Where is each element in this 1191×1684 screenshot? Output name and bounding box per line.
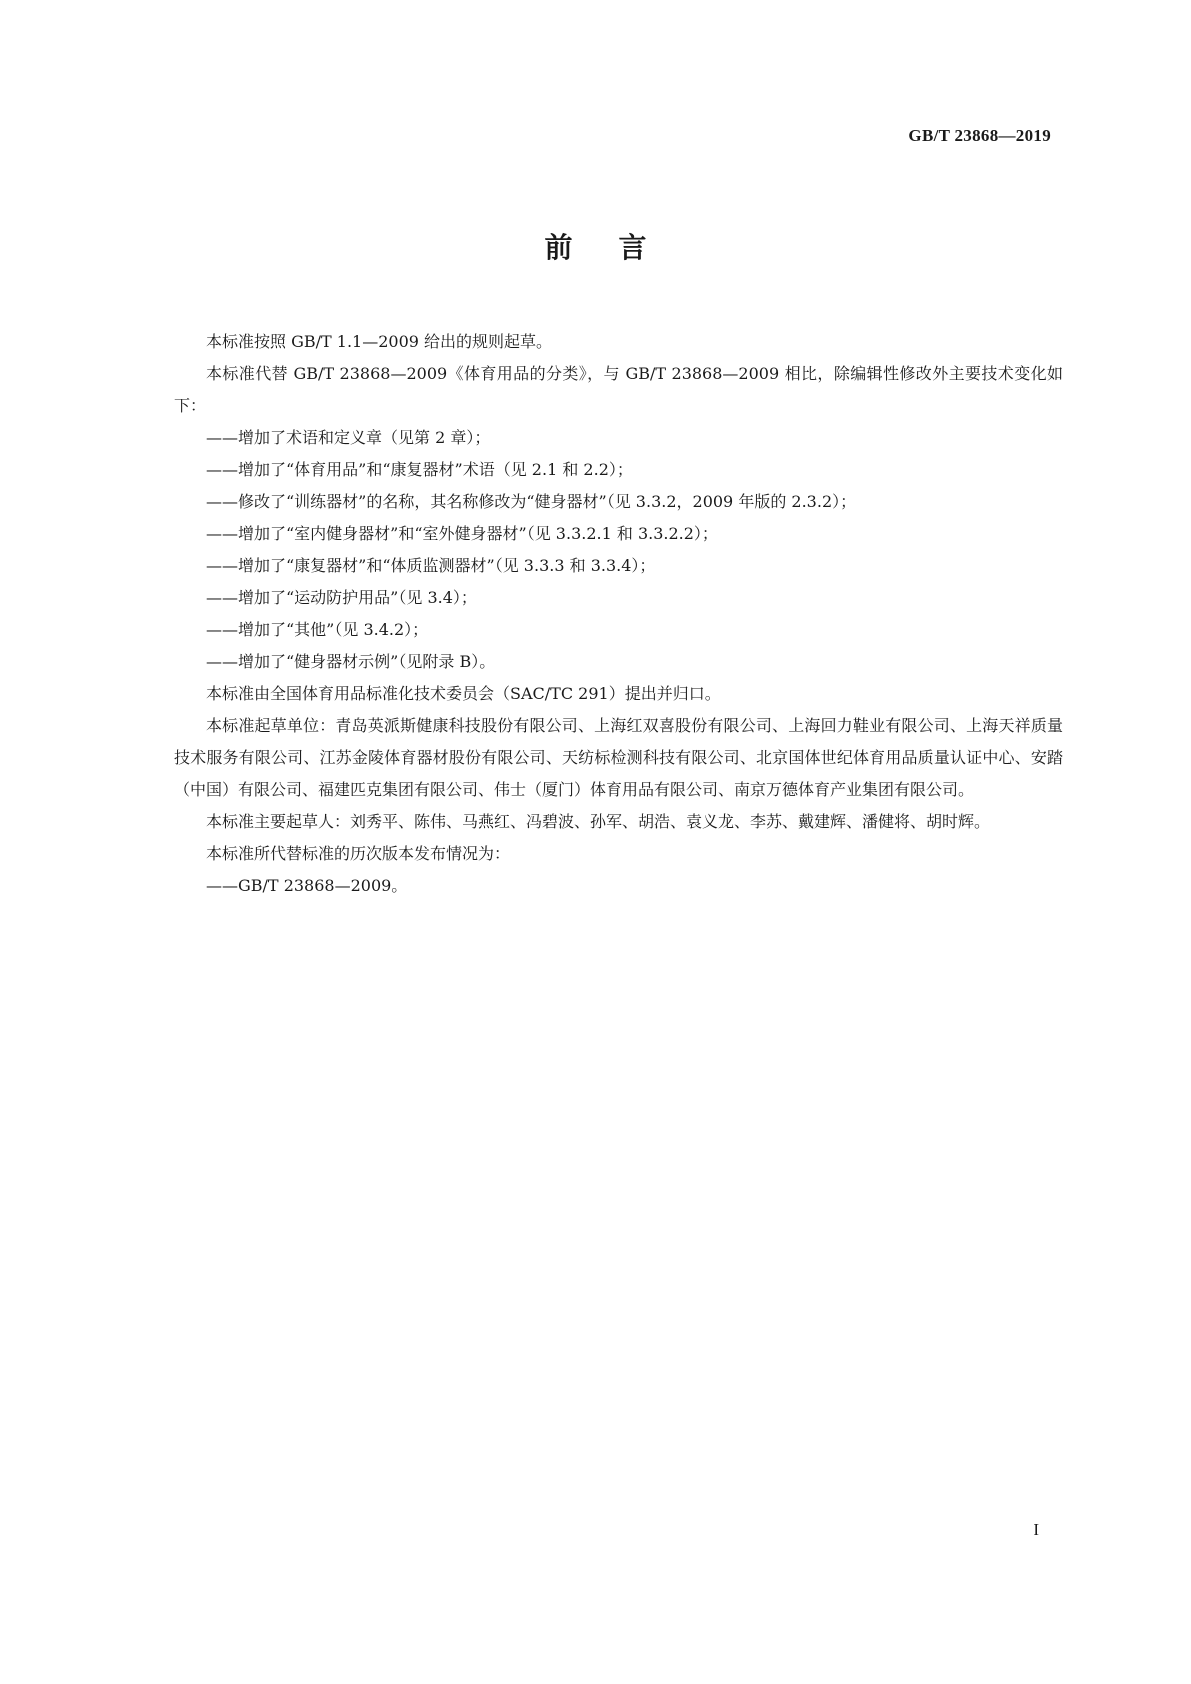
change-item: ——增加了“室内健身器材”和“室外健身器材”（见 3.3.2.1 和 3.3.2.2）； xyxy=(206,524,718,543)
change-item: ——增加了“其他”（见 3.4.2）； xyxy=(206,620,429,639)
document-code: GB/T 23868—2019 xyxy=(908,126,1051,145)
drafters-paragraph: 本标准主要起草人：刘秀平、陈伟、马燕红、冯碧波、孙军、胡浩、袁义龙、李苏、戴建辉、潘健将、胡时辉。 xyxy=(206,812,991,831)
change-item: ——增加了“康复器材”和“体质监测器材”（见 3.3.3 和 3.3.4）； xyxy=(206,556,656,575)
change-item: ——增加了“运动防护用品”（见 3.4）； xyxy=(206,588,477,607)
drafting-rule-paragraph: 本标准按照 GB/T 1.1—2009 给出的规则起草。 xyxy=(206,332,553,351)
page-title: 前言 xyxy=(544,231,693,264)
change-item: ——增加了“健身器材示例”（见附录 B）。 xyxy=(206,652,496,671)
change-item: ——增加了术语和定义章（见第 2 章）； xyxy=(206,428,491,447)
committee-paragraph: 本标准由全国体育用品标准化技术委员会（SAC/TC 291）提出并归口。 xyxy=(206,684,721,703)
change-item: ——增加了“体育用品”和“康复器材”术语（见 2.1 和 2.2）； xyxy=(206,460,633,479)
history-item: ——GB/T 23868—2009。 xyxy=(206,876,408,895)
page-number: I xyxy=(1033,1520,1039,1539)
history-intro-paragraph: 本标准所代替标准的历次版本发布情况为： xyxy=(206,844,511,863)
change-item: ——修改了“训练器材”的名称，其名称修改为“健身器材”（见 3.3.2，2009 年版的 2.3.2）； xyxy=(206,492,857,511)
drafting-units-paragraph: 本标准起草单位：青岛英派斯健康科技股份有限公司、上海红双喜股份有限公司、上海回力鞋业有限公司、上海天祥质量技术服务有限公司、江苏金陵体育器材股份有限公司、天纺标检测科技有限公司、北京国体世纪体育用品质量认证中心、安踏（中国）有限公司、福建匹克集团有限公司、伟士（厦门）体育用品有限公司、南京万德体育产业集团有限公司。 xyxy=(174,716,1063,799)
replacement-paragraph: 本标准代替 GB/T 23868—2009《体育用品的分类》，与 GB/T 23868—2009 相比，除编辑性修改外主要技术变化如下： xyxy=(174,364,1063,415)
foreword-body xyxy=(174,326,1063,902)
